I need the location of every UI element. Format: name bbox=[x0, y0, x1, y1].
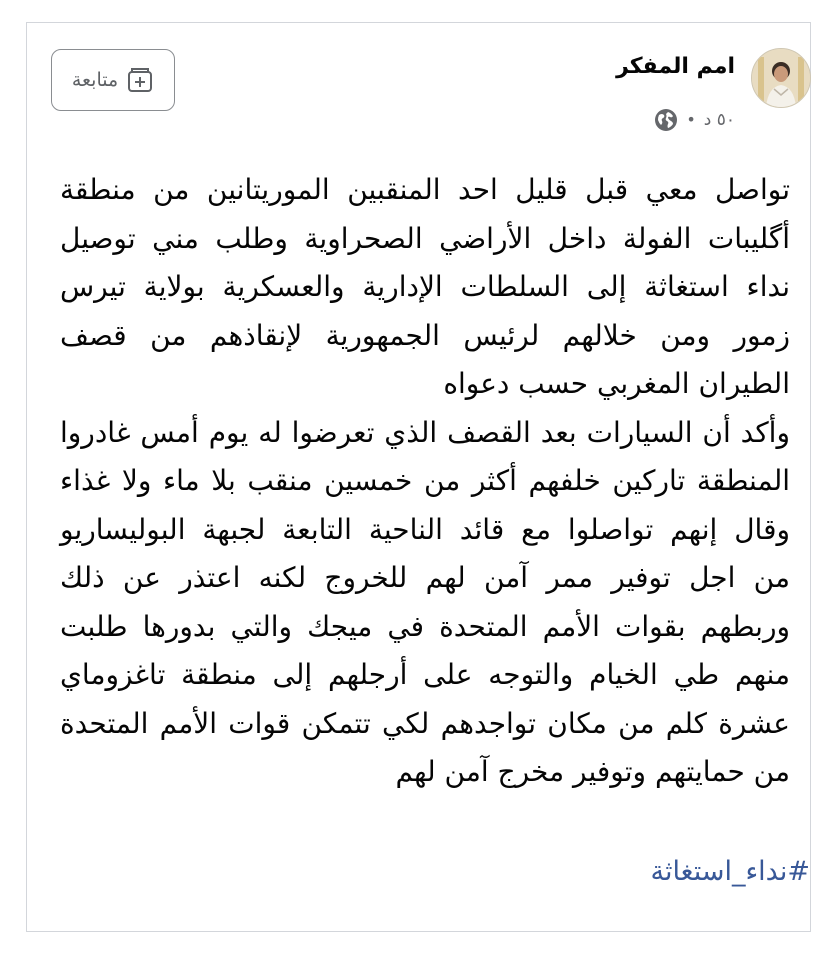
post-text-line: تواصل معي قبل قليل احد المنقبين الموريتانين من منطقة bbox=[60, 173, 790, 206]
post-text-line: أگليبات الفولة داخل الأراضي الصحراوية وطلب مني توصيل bbox=[60, 221, 790, 255]
meta-separator: • bbox=[686, 110, 696, 129]
follow-label: متابعة bbox=[71, 69, 119, 91]
follow-button[interactable] bbox=[51, 49, 175, 111]
post-text-line: وربطهم بقوات الأمم المتحدة في ميجك والتي بدورها طلبت bbox=[60, 609, 790, 643]
post-header bbox=[511, 22, 811, 130]
post-text-line: الطيران المغربي حسب دعواه bbox=[443, 367, 790, 400]
post-text-line: عشرة كلم من مكان تواجدهم لكي تتمكن قوات الأمم المتحدة bbox=[60, 706, 790, 740]
avatar[interactable] bbox=[751, 48, 811, 108]
post-text-line: نداء استغاثة إلى السلطات الإدارية والعسكرية بولاية تيرس bbox=[60, 270, 790, 303]
post-text-line: وأكد أن السيارات بعد القصف الذي تعرضوا له يوم أمس غادروا bbox=[60, 415, 790, 449]
hashtag-link[interactable]: #نداء_استغاثة bbox=[650, 856, 810, 887]
post-text bbox=[60, 166, 790, 797]
post-text-line: من حمايتهم وتوفير مخرج آمن لهم bbox=[395, 755, 790, 788]
post-text-line: المنطقة تاركين خلفهم أكثر من خمسين منقب بلا ماء ولا غذاء bbox=[60, 464, 790, 497]
post-meta bbox=[654, 108, 735, 132]
globe-icon[interactable] bbox=[654, 108, 678, 132]
post-text-line: زمور ومن خلالهم لرئيس الجمهورية لإنقاذهم من قصف bbox=[60, 318, 790, 352]
avatar-photo bbox=[752, 49, 810, 107]
post-text-line: وقال إنهم تواصلوا مع قائد الناحية التابعة لجبهة البوليساريو bbox=[60, 512, 790, 546]
post-text-line: منهم طي الخيام والتوجه على أرجلهم إلى منطقة تاغزوماي bbox=[60, 658, 790, 691]
post-text-line: من اجل توفير ممر آمن لهم للخروج لكنه اعتذر عن ذلك bbox=[60, 561, 790, 594]
post-time[interactable]: ٥٠ د bbox=[703, 110, 735, 130]
author-name[interactable]: امم المفكر bbox=[616, 54, 735, 79]
follow-add-icon bbox=[126, 66, 154, 94]
